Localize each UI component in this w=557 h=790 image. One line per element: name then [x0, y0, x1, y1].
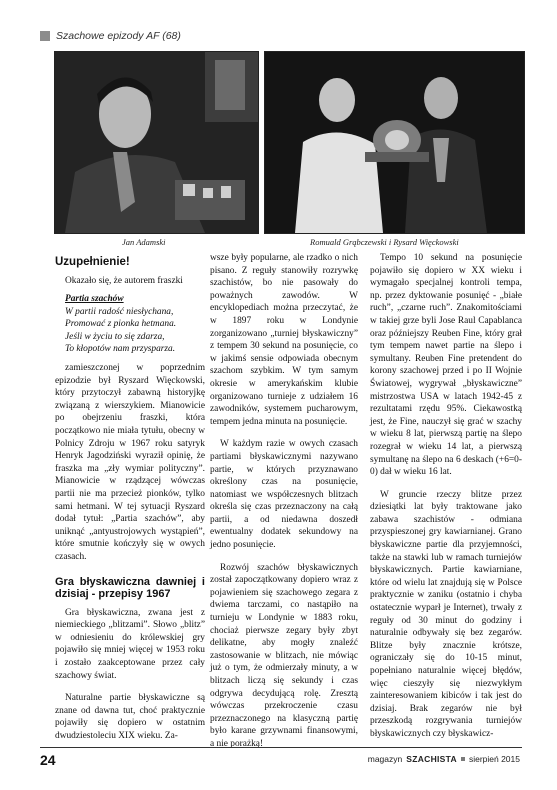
- text-column-2: [210, 252, 358, 751]
- paragraph: W każdym razie w owych czasach partiami błyskawicznymi nazywano partie, w których przyznawano określony czas na posunięcie, natomiast we współczesnych blitzach określa się czas przeznaczony na całą partii, a od niedawna doszedł ewentualny dodatek sekundowy na jedno posunięcie.: [210, 439, 358, 551]
- text-column-3: [370, 252, 522, 741]
- paragraph: Gra błyskawiczna, zwana jest z niemieckiego „blitzami”. Słowo „blitz” w odniesieniu do królewskiej gry pojawiło się mniej więcej w 1953 roku i zostało zaakceptowane przez cały szachowy świat.: [55, 607, 205, 681]
- paragraph: W gruncie rzeczy blitze przez dziesiątki lat były traktowane jako zabawa szachistów - odmiana przyspieszonej gry kawiarnianej. Grano błyskawiczne partie dla przyjemności, także na stawki lub w ramach turniejów błyskawicznych. Partie kawiarniane, które od wielu lat znajdują się w Polsce praktycznie w zaniku (ostatnio i chyba ostatecznie wyparł je Internet), trwały z reguły od 30 minut do godziny i naturalnie odbywały się bez zegarów. Blitze były znacznie krótsze, ograniczały się do 10-15 minut, popełniano naturalnie więcej błędów, więc cieszyły się niezwykłym zainteresowaniem kibiców i tak jest do dzisiaj. Brak zegarów nie był przeszkodą rozgrywania turniejów błyskawicznych czy błyskawicz-: [370, 489, 522, 739]
- magazine-name: SZACHISTA: [406, 754, 457, 764]
- text-column-1: [55, 256, 205, 743]
- paragraph: Naturalne partie błyskawiczne są znane od dawna tut, choć praktycznie pojawiły się dopiero w ostatnim dwudziestoleciu XIX wieku. Za-: [55, 693, 205, 741]
- caption-right: Romuald Grąbczewski i Rysard Więckowski: [310, 237, 459, 247]
- photo-jan-adamski: [54, 51, 259, 234]
- paragraph: wsze były popularne, ale rzadko o nich pisano. Z reguły stanowiły rozrywkę szachistów, bo nie pasowały do poważnych zawodów. W encyklopediach można przeczytać, że w 1897 roku w Londynie zorganizowano „turniej błyskawiczny” z tempem 30 sekund na posunięcie, co w jakimś sensie odpowiada obecnym szachom szybkim. W tym samym okresie w amerykańskim klubie organizowano turnieje z udziałem 16 zawodników, systemem pucharowym, tempem jedna minuta na posunięcie.: [210, 253, 358, 427]
- footer-divider: [40, 747, 522, 748]
- poem-line: W partii radość niesłychana,: [65, 306, 174, 317]
- poem-line: Jeśli w życiu to się zdarza,: [65, 331, 165, 342]
- issue-date: sierpień 2015: [468, 754, 520, 764]
- paragraph: zamieszczonej w poprzednim epizodzie był Ryszard Więckowski, który przytoczył zabawną historyjkę związaną z wierszykiem. Mianowicie po obejrzeniu fraszki, która początkowo nie miała tytułu, obecny w Polnicy Zdroju w 1967 roku satyryk Henryk Jagodziński wyraził opinię, że fraszka ma „zły wymiar polityczny”. Mianowicie w rządzącej wówczas partii nie ma przecież pionków, tylko sami hetmani. W tej sytuacji Ryszard dodał tytuł: „Partia szachów”, aby uniknąć „antyustrojowych wystąpień”, które smutnie kończyły się w owych czasach.: [55, 363, 205, 562]
- magazine-footer: [368, 754, 520, 764]
- separator-square-icon: [461, 757, 465, 761]
- header-square-icon: [40, 31, 50, 41]
- photo-grabczewski-wieckowski: [264, 51, 525, 234]
- paragraph: Okazało się, że autorem fraszki: [65, 275, 183, 286]
- heading-gra-blyskawiczna: Gra błyskawiczna dawniej i dzisiaj - przepisy 1967: [55, 575, 205, 601]
- poem-title: Partia szachów: [65, 294, 124, 305]
- page-number: 24: [40, 752, 56, 768]
- paragraph: Rozwój szachów błyskawicznych został zapoczątkowany dopiero wraz z pojawieniem się szachowego zegara z dwiema tarczami, co nastąpiło na turnieju w Londynie w 1883 roku, chociaż pierwsze zegary były zbyt delikatne, aby mogły znaleźć zastosowanie w blitzach, nie mówiąc już o tym, że odmierzały minuty, a w blitzach liczą się sekundy i czas odgrywa decydującą rolę. Zresztą wówczas przekroczenie czasu przeznaczonego na klasyczną partię było karane grzywnami finansowymi, a nie porażką!: [210, 562, 358, 749]
- poem-line: To kłopotów nam przysparza.: [65, 344, 176, 355]
- poem-line: Promować z pionka hetmana.: [65, 319, 177, 330]
- section-title: Szachowe epizody AF (68): [56, 30, 181, 42]
- poem: [55, 293, 205, 356]
- caption-left: Jan Adamski: [122, 237, 166, 247]
- magazine-prefix: magazyn: [367, 754, 403, 764]
- heading-uzupelnienie: Uzupełnienie!: [55, 256, 130, 268]
- paragraph: Tempo 10 sekund na posunięcie pojawiło się dopiero w XX wieku i wymagało specjalnej kontroli tempa, np. przez dyktowanie posunięć - „białe ruch”, „czarne ruch”. Znakomitościami w takiej grze byli Jose Raul Capablanca oraz późniejszy Reuben Fine, który grał tym tempem nawet partie na ślepo i symultany. Reuben Fine pretendent do korony szachowej przed i po II Wojnie Światowej, wygrywał „błyskawiczne” mistrzostwa USA w latach 1942-45 z rezultatami rzędu 95%. Ciekawostką jest, że Fine, nauczył się grać w szachy w wieku 8 lat, pierwszą partię na ślepo rozegrał w wieku 14 lat, a pierwszą symultanę na ślepo na 6 deskach (+6=0-0) dał w wieku 16 lat.: [370, 253, 522, 478]
- section-header: [40, 30, 181, 42]
